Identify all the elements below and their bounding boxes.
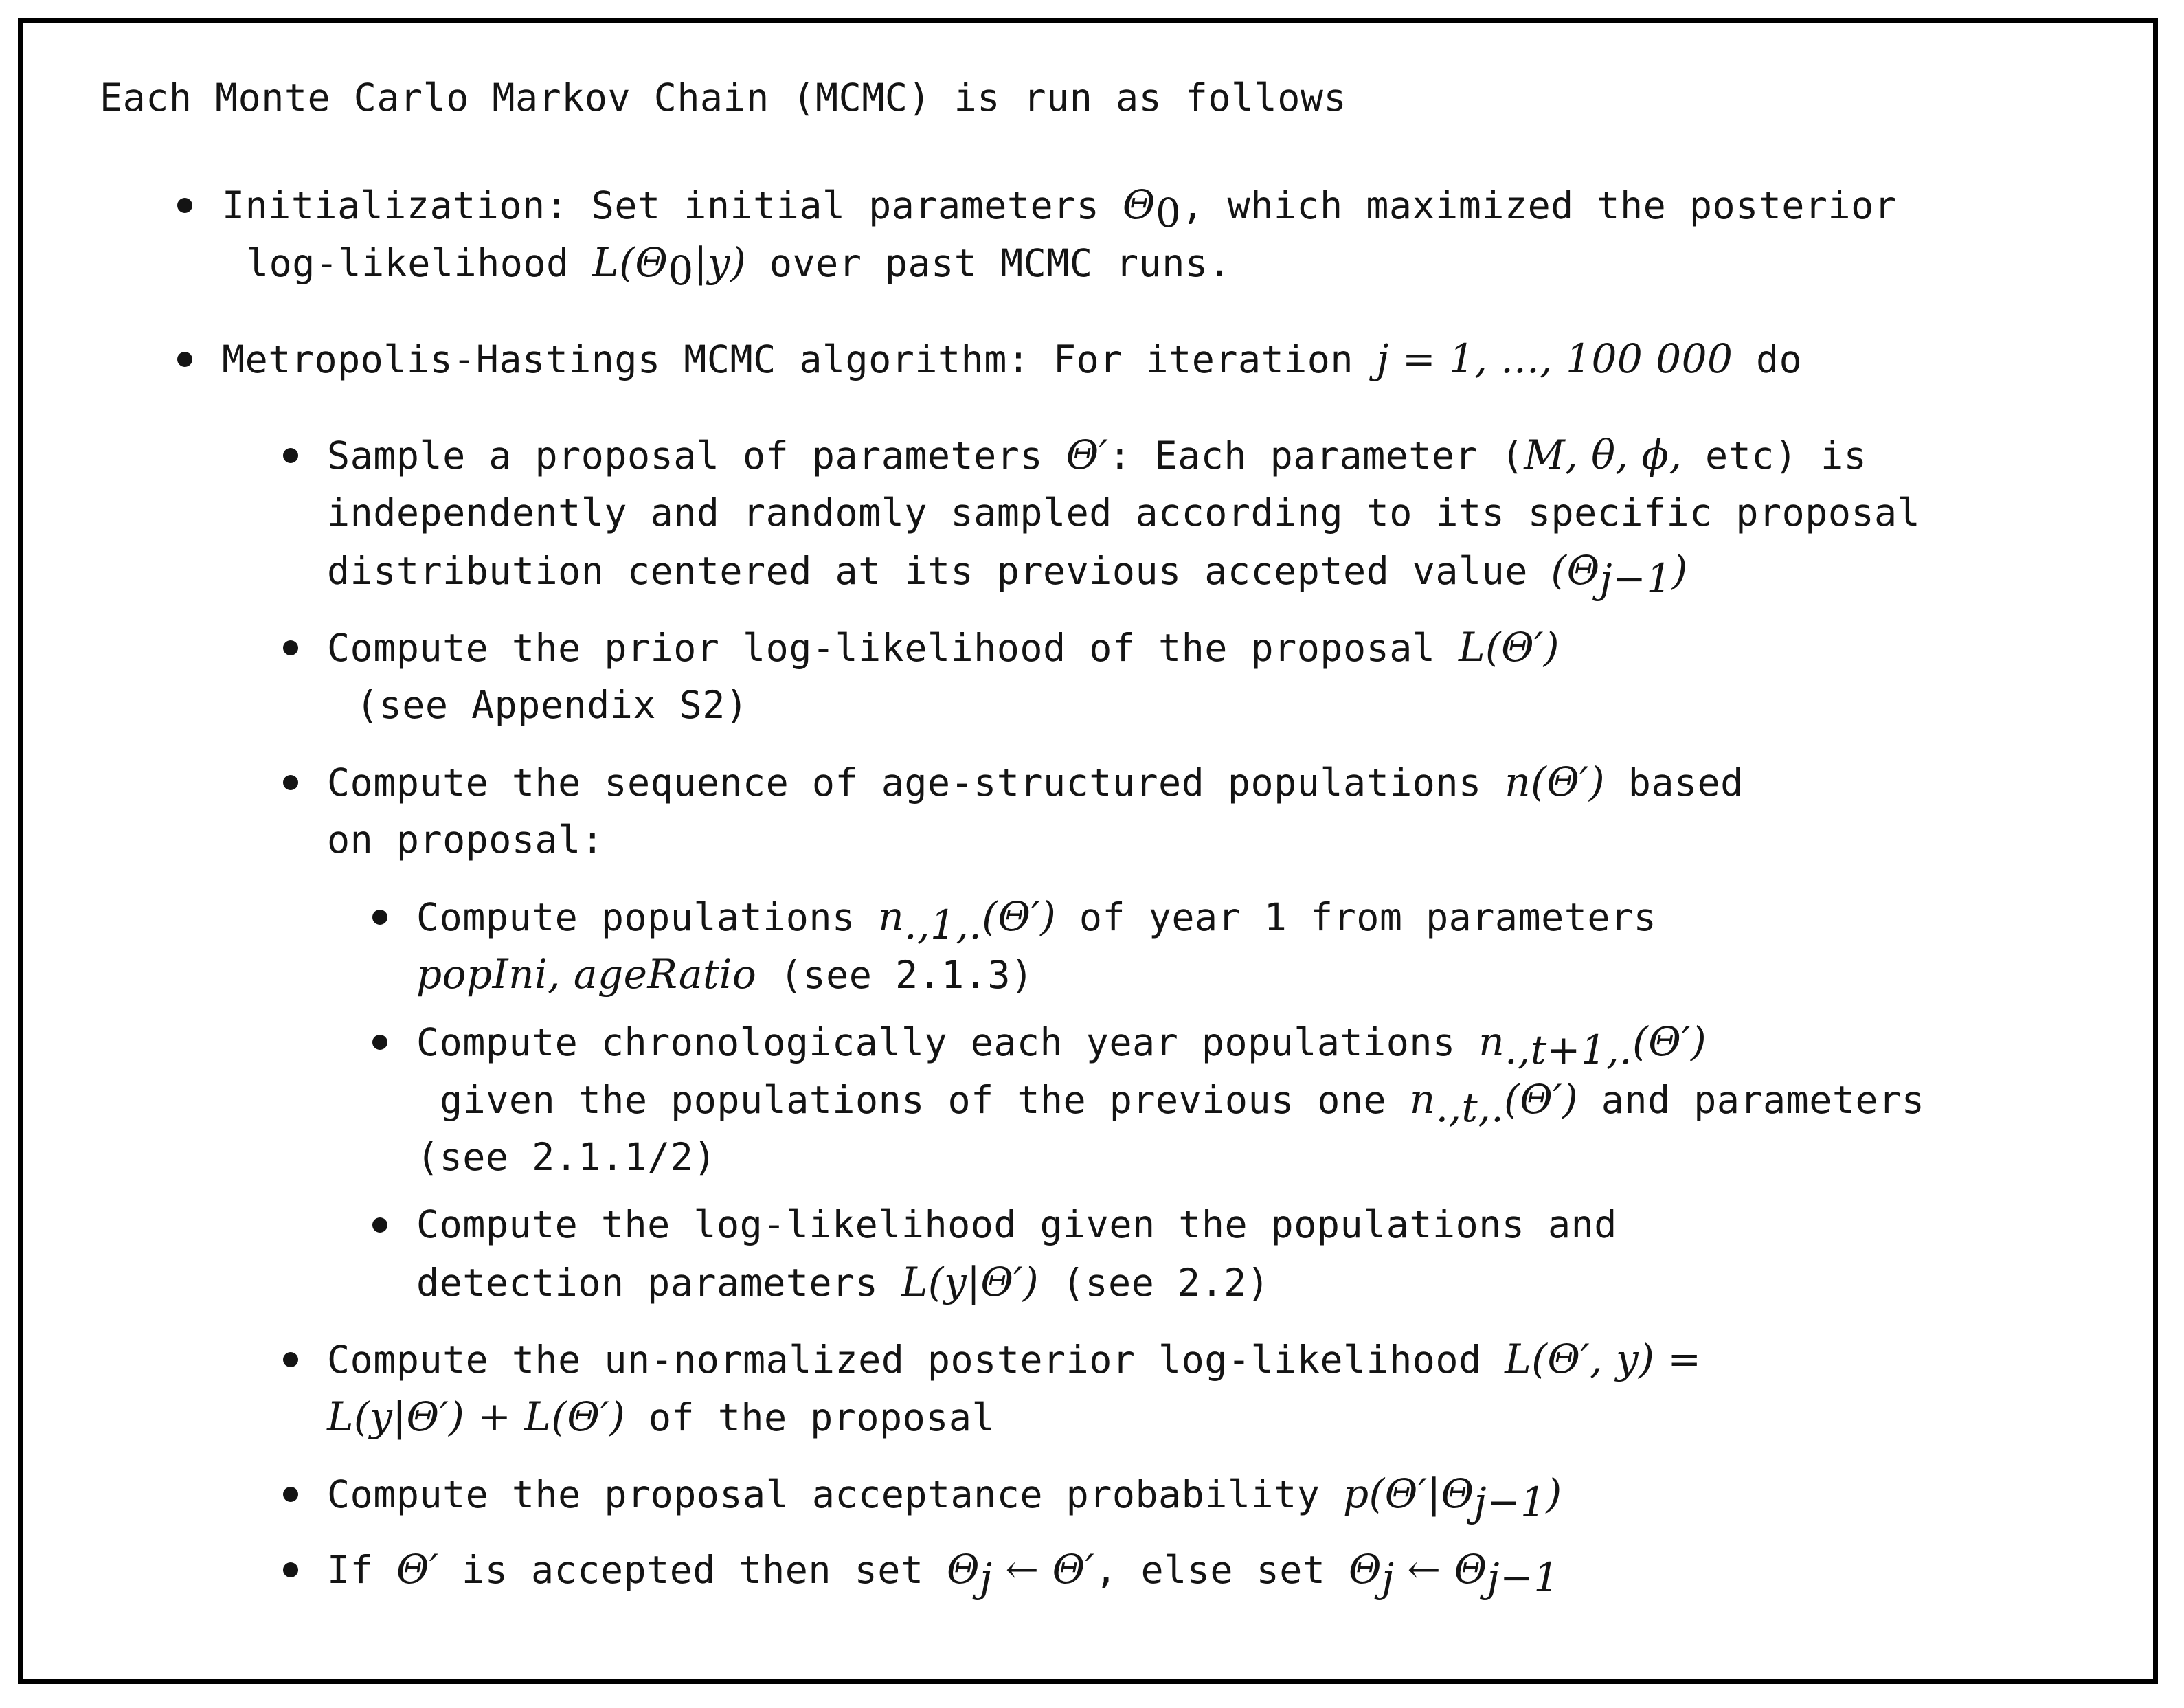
item-sample-proposal: Sample a proposal of parameters Θ′: Each parameter (M, θ, ϕ, etc) is [327, 431, 1867, 478]
item-acceptance: Compute the proposal acceptance probability $p(\Theta'|\Theta_{j-1})$ [327, 1470, 1562, 1525]
item-populations-year1: Compute populations $n_{.,1,.}(\Theta')$ of year 1 from parameters [416, 893, 1657, 948]
item-populations-chrono-cont: (see 2.1.1/2) [416, 1135, 717, 1179]
item-prior-loglik-cont: (see Appendix S2) [356, 683, 749, 727]
bullet-l2 [283, 1487, 298, 1502]
item-posterior-cont: L(y|Θ′) + L(Θ′) of the proposal [327, 1393, 995, 1440]
bullet-l3 [372, 910, 387, 925]
bullet-l1 [177, 198, 192, 213]
item-initialization: Initialization: Set initial parameters $\Theta_0$, which maximized the posterior [222, 181, 1898, 236]
bullet-l1 [177, 352, 192, 367]
bullet-l3 [372, 1035, 387, 1050]
bullet-l2 [283, 640, 298, 655]
item-populations-chrono-cont: given the populations of the previous one $n_{.,t,.}(\Theta')$ and parameters [440, 1076, 1925, 1131]
bullet-l2 [283, 775, 298, 790]
bullet-l2 [283, 1352, 298, 1367]
item-populations-year1-cont: popIni, ageRatio (see 2.1.3) [416, 951, 1034, 998]
bullet-l2 [283, 1562, 298, 1577]
item-posterior: Compute the un-normalized posterior log-likelihood L(Θ′, y) = [327, 1336, 1702, 1382]
bullet-l2 [283, 448, 298, 463]
intro-line: Each Monte Carlo Markov Chain (MCMC) is run as follows [100, 76, 1347, 120]
item-sample-proposal-cont: independently and randomly sampled according to its specific proposal [327, 491, 1921, 535]
bullet-l3 [372, 1217, 387, 1233]
item-prior-loglik: Compute the prior log-likelihood of the proposal L(Θ′) [327, 624, 1560, 671]
item-if-accepted: If Θ′ is accepted then set $\Theta_j$ ← Θ′, else set $\Theta_j$ ← $\Theta_{j-1}$ [327, 1546, 1560, 1601]
item-initialization-cont: log-likelihood $L(\Theta_0|y)$ over past MCMC runs. [246, 239, 1232, 294]
item-loglik-cont: detection parameters L(y|Θ′) (see 2.2) [416, 1259, 1270, 1305]
item-sequence-populations-cont: on proposal: [327, 818, 605, 862]
item-loglik: Compute the log-likelihood given the populations and [416, 1202, 1617, 1246]
item-metropolis: Metropolis-Hastings MCMC algorithm: For iteration j = 1, ..., 100 000 do [222, 335, 1803, 382]
item-sample-proposal-cont: distribution centered at its previous accepted value $(\Theta_{j-1})$ [327, 547, 1688, 602]
item-sequence-populations: Compute the sequence of age-structured populations n(Θ′) based [327, 759, 1744, 805]
item-populations-chrono: Compute chronologically each year populations $n_{.,t+1,.}(\Theta')$ [416, 1018, 1707, 1073]
